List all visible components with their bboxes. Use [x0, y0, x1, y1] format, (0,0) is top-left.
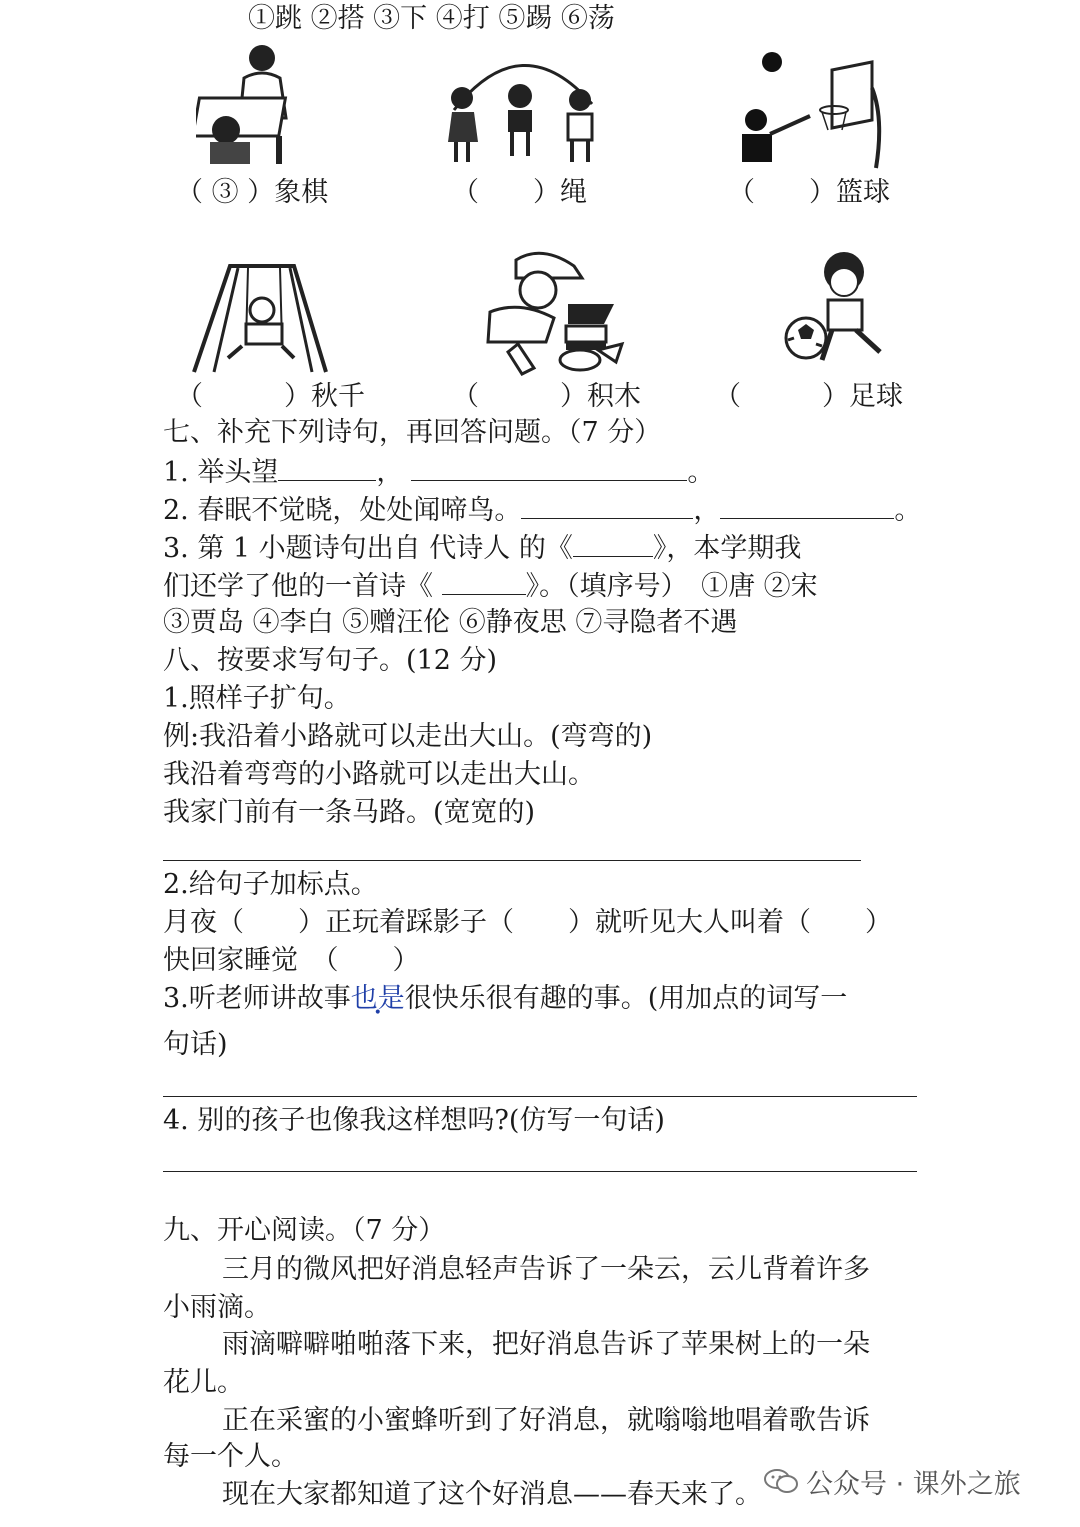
poem-q1-mid: ， [376, 457, 404, 488]
chess-players-icon [196, 38, 306, 168]
q1-task: 我家门前有一条马路。(宽宽的) [163, 797, 536, 828]
q3-line1 [163, 982, 847, 1016]
poem-q3-line1-a: 3. 第 1 小题诗句出自 代诗人 的《 [163, 533, 573, 564]
options-line: ①跳 ②搭 ③下 ④打 ⑤踢 ⑥荡 [248, 3, 615, 34]
q1-example: 例:我沿着小路就可以走出大山。(弯弯的) [163, 721, 653, 752]
q3-suffix: 很快乐很有趣的事。(用加点的词写一 [404, 983, 848, 1014]
poem-q2-mid: ， [693, 495, 721, 526]
section8-title: 八、按要求写句子。(12 分) [163, 645, 498, 676]
label-blocks: （ ）积木 [452, 381, 641, 412]
answer-line[interactable] [163, 860, 861, 861]
q3-dotted-word: 也是 [350, 983, 405, 1014]
poem-q3-line3: ③贾岛 ④李白 ⑤赠汪伦 ⑥静夜思 ⑦寻隐者不遇 [163, 607, 738, 638]
basketball-icon [736, 48, 886, 170]
section7-title: 七、补充下列诗句，再回答问题。（7 分） [163, 417, 662, 448]
poem-q1-prefix: 1. 举头望 [163, 457, 279, 488]
label-soccer: （ ）足球 [714, 381, 903, 412]
label-swing: （ ）秋千 [176, 381, 365, 412]
label-basketball: （ ）篮球 [728, 177, 890, 208]
answer-blank[interactable] [573, 530, 653, 557]
answer-blank[interactable] [521, 492, 693, 519]
poem-q3-line2-b: 》。（填序号） ①唐 ②宋 [525, 571, 818, 602]
poem-q3-line1-b: 》，本学期我 [652, 533, 802, 564]
poem-q2-end: 。 [894, 495, 922, 526]
soccer-icon [784, 248, 894, 368]
para3-line1: 正在采蜜的小蜜蜂听到了好消息，就嗡嗡地唱着歌告诉 [222, 1405, 870, 1436]
q1-title: 1.照样子扩句。 [163, 683, 351, 714]
swing-icon [190, 260, 334, 376]
answer-blank[interactable] [720, 492, 894, 519]
wechat-icon [764, 1468, 798, 1494]
building-blocks-icon [470, 246, 630, 376]
poem-q3-line1 [163, 530, 801, 566]
section9-title: 九、开心阅读。（7 分） [163, 1215, 446, 1246]
watermark: 公众号 · 课外之旅 [806, 1469, 1021, 1500]
q2-line2: 快回家睡觉 （ ） [163, 945, 420, 976]
poem-q1-end: 。 [687, 457, 715, 488]
poem-q1 [163, 454, 714, 490]
answer-line[interactable] [163, 1096, 917, 1097]
para2-line1: 雨滴噼噼啪啪落下来，把好消息告诉了苹果树上的一朵 [222, 1329, 870, 1360]
answer-blank[interactable] [442, 568, 526, 595]
poem-q3-line2-a: 们还学了他的一首诗《 [163, 571, 442, 602]
label-rope: （ ）绳 [452, 177, 587, 208]
q1-answer: 我沿着弯弯的小路就可以走出大山。 [163, 759, 595, 790]
q2-title: 2.给句子加标点。 [163, 869, 378, 900]
poem-q2-prefix: 2. 春眠不觉晓，处处闻啼鸟。 [163, 495, 522, 526]
answer-blank[interactable] [411, 454, 687, 481]
q3-line2: 句话) [163, 1029, 228, 1060]
q2-line1: 月夜（ ）正玩着踩影子（ ）就听见大人叫着（ ） [163, 907, 892, 938]
poem-q2 [163, 492, 921, 528]
para4-line1: 现在大家都知道了这个好消息——春天来了。 [222, 1479, 762, 1510]
para1-line2: 小雨滴。 [163, 1292, 271, 1323]
poem-q3-line2 [163, 568, 818, 604]
answer-line[interactable] [163, 1171, 917, 1172]
para3-line2: 每一个人。 [163, 1441, 298, 1472]
para1-line1: 三月的微风把好消息轻声告诉了一朵云，云儿背着许多 [222, 1254, 870, 1285]
q3-prefix: 3.听老师讲故事 [163, 983, 351, 1014]
para2-line2: 花儿。 [163, 1367, 244, 1398]
answer-blank[interactable] [278, 454, 376, 481]
jump-rope-icon [442, 54, 604, 166]
label-chess: （ ③ ）象棋 [176, 177, 329, 208]
q4: 4. 别的孩子也像我这样想吗?(仿写一句话) [163, 1105, 665, 1136]
